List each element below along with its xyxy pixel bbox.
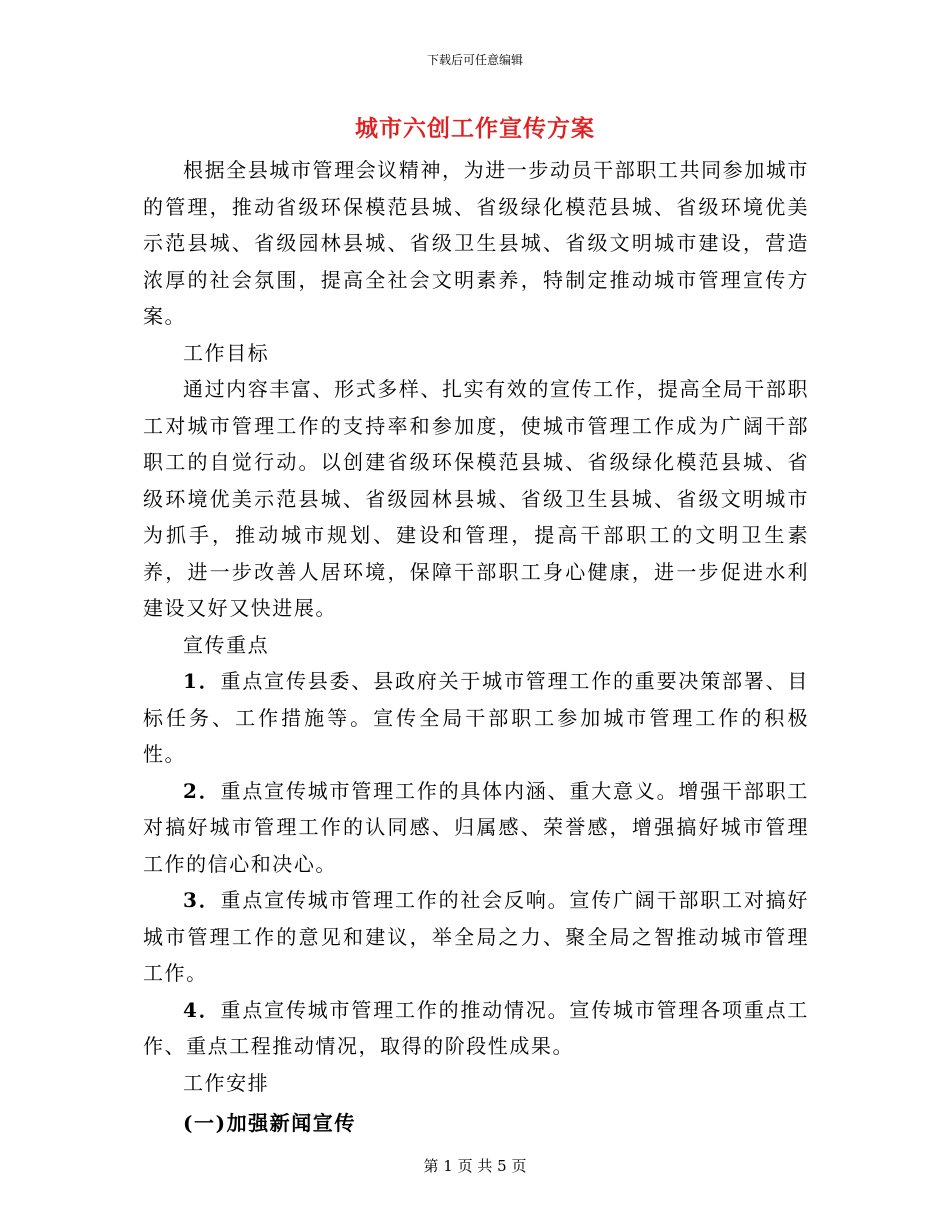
focus-item-text: 重点宣传城市管理工作的推动情况。宣传城市管理各项重点工作、重点工程推动情况，取得的阶段性成果。 <box>143 997 809 1058</box>
document-body <box>143 152 809 1142</box>
page-header-note: 下载后可任意编辑 <box>426 53 523 67</box>
focus-item-1 <box>143 663 809 773</box>
focus-item-text: 重点宣传城市管理工作的社会反响。宣传广阔干部职工对搞好城市管理工作的意见和建议，举全局之力、聚全局之智推动城市管理工作。 <box>143 888 809 985</box>
focus-item-number: 1． <box>183 669 221 693</box>
sub-heading-news-publicity: (一)加强新闻宣传 <box>183 1111 356 1135</box>
focus-item-3 <box>143 882 809 992</box>
focus-item-2 <box>143 773 809 883</box>
page-footer-number: 第 1 页 共 5 页 <box>423 1157 527 1175</box>
focus-item-number: 3． <box>183 888 221 912</box>
section-heading-goal: 工作目标 <box>183 340 270 365</box>
intro-paragraph: 根据全县城市管理会议精神，为进一步动员干部职工共同参加城市的管理，推动省级环保模范县城、省级绿化模范县城、省级环境优美示范县城、省级园林县城、省级卫生县城、省级文明城市建设，营造浓厚的社会氛围，提高全社会文明素养，特制定推动城市管理宣传方案。 <box>143 158 809 328</box>
focus-item-text: 重点宣传县委、县政府关于城市管理工作的重要决策部署、目标任务、工作措施等。宣传全局干部职工参加城市管理工作的积极性。 <box>143 669 809 766</box>
focus-item-text: 重点宣传城市管理工作的具体内涵、重大意义。增强干部职工对搞好城市管理工作的认同感、归属感、荣誉感，增强搞好城市管理工作的信心和决心。 <box>143 778 809 876</box>
document-title: 城市六创工作宣传方案 <box>355 115 595 142</box>
section-heading-focus: 宣传重点 <box>183 632 270 657</box>
section-heading-arrangement: 工作安排 <box>183 1070 270 1095</box>
focus-item-4 <box>143 992 809 1065</box>
focus-item-number: 2． <box>183 778 221 803</box>
focus-item-number: 4． <box>183 997 221 1022</box>
goal-paragraph: 通过内容丰富、形式多样、扎实有效的宣传工作，提高全局干部职工对城市管理工作的支持率和参加度，使城市管理工作成为广阔干部职工的自觉行动。以创建省级环保模范县城、省级绿化模范县城、省级环境优美示范县城、省级园林县城、省级卫生县城、省级文明城市为抓手，推动城市规划、建设和管理，提高干部职工的文明卫生素养，进一步改善人居环境，保障干部职工身心健康，进一步促进水利建设又好又快进展。 <box>143 377 809 620</box>
